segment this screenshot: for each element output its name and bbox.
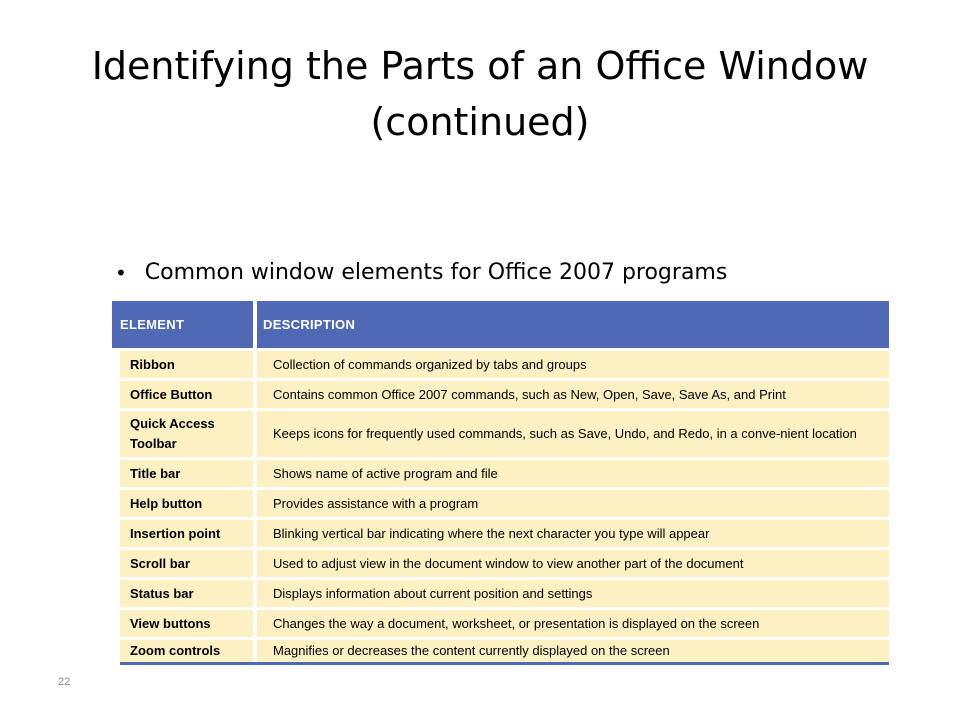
cell-description: Magnifies or decreases the content currently displayed on the screen	[257, 640, 889, 662]
cell-element: Quick Access Toolbar	[120, 411, 253, 457]
cell-element: Office Button	[120, 381, 253, 408]
header-element: ELEMENT	[120, 317, 185, 332]
bullet-item	[115, 256, 727, 290]
slide-title	[60, 38, 900, 150]
cell-element: Ribbon	[120, 351, 253, 378]
slide-title-line-1: Identifying the Parts of an Office Window	[91, 44, 869, 88]
table-row	[112, 351, 889, 378]
cell-element: Help button	[120, 490, 253, 517]
cell-element: Zoom controls	[120, 640, 253, 662]
cell-description: Collection of commands organized by tabs and groups	[257, 351, 889, 378]
header-description: DESCRIPTION	[263, 317, 356, 332]
page-number: 22	[58, 676, 71, 688]
cell-description: Keeps icons for frequently used commands, such as Save, Undo, and Redo, in a conve-nient location	[257, 411, 889, 457]
table-row	[112, 460, 889, 487]
table-row	[112, 490, 889, 517]
cell-description: Blinking vertical bar indicating where the next character you type will appear	[257, 520, 889, 547]
slide-title-line-2: (continued)	[370, 100, 590, 144]
bullet-text: Common window elements for Office 2007 programs	[144, 260, 728, 285]
cell-element: View buttons	[120, 610, 253, 637]
cell-description: Provides assistance with a program	[257, 490, 889, 517]
table-row	[112, 550, 889, 577]
cell-description: Shows name of active program and file	[257, 460, 889, 487]
table-row	[112, 411, 889, 457]
table-row	[112, 381, 889, 408]
table-row	[112, 520, 889, 547]
cell-description: Displays information about current position and settings	[257, 580, 889, 607]
table-header-row	[112, 301, 889, 348]
cell-description: Changes the way a document, worksheet, or presentation is displayed on the screen	[257, 610, 889, 637]
header-divider	[253, 301, 257, 348]
cell-element: Scroll bar	[120, 550, 253, 577]
cell-description: Used to adjust view in the document window to view another part of the document	[257, 550, 889, 577]
table-bottom-rule	[120, 662, 889, 665]
table-row	[112, 610, 889, 637]
table-row	[112, 640, 889, 662]
cell-element: Status bar	[120, 580, 253, 607]
cell-element: Title bar	[120, 460, 253, 487]
cell-description: Contains common Office 2007 commands, such as New, Open, Save, Save As, and Print	[257, 381, 889, 408]
table-row	[112, 580, 889, 607]
cell-element: Insertion point	[120, 520, 253, 547]
bullet-dot-icon: •	[115, 261, 127, 285]
